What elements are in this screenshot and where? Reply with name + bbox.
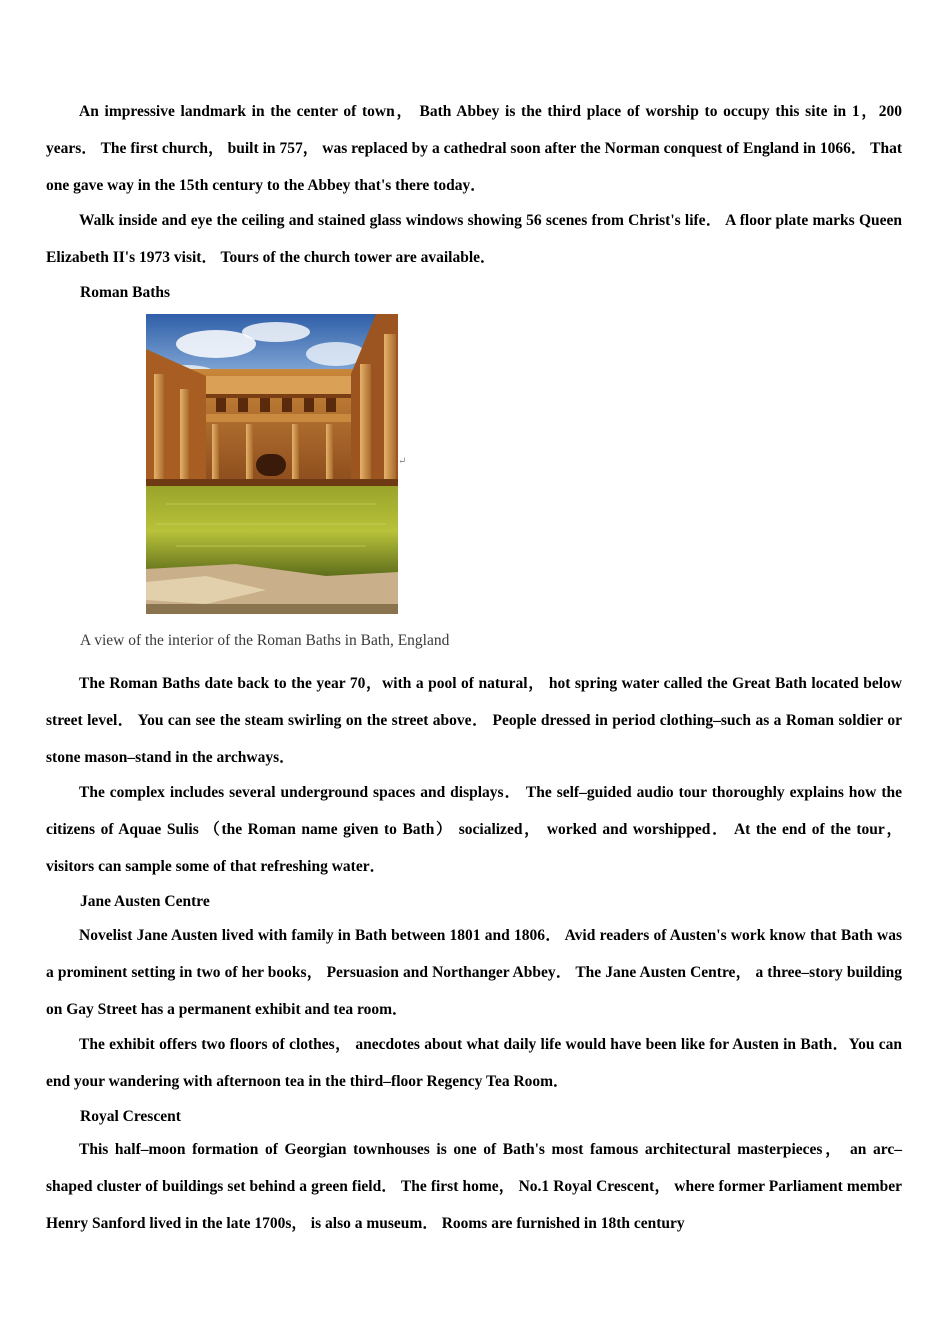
paragraph-royal-crescent: This half–moon formation of Georgian townhouses is one of Bath's most famous architectural masterpieces， an arc–shaped cluster of buildings set behind a green field． The first home， No.1 Royal Crescent， where former Parliament member Henry Sanford lived in the late 1700s， is also a museum． Rooms are furnished in 18th century (46, 1141, 902, 1232)
paragraph-bath-abbey-interior: Walk inside and eye the ceiling and stained glass windows showing 56 scenes from Christ's life． A floor plate marks Queen Elizabeth II's 1973 visit． Tours of the church tower are available． (46, 212, 902, 266)
paragraph-bath-abbey-intro: An impressive landmark in the center of town， Bath Abbey is the third place of worship to occupy this site in 1，200 years． The first church， built in 757， was replaced by a cathedral soon after the Norman conquest of England in 1066． That one gave way in the 15th century to the Abbey that's there today． (46, 103, 902, 194)
paragraph-jane-austen-intro: Novelist Jane Austen lived with family in Bath between 1801 and 1806． Avid readers of Austen's work know that Bath was a prominent setting in two of her books， Persuasion and Northanger Abbey． The Jane Austen Centre， a three–story building on Gay Street has a permanent exhibit and tea room． (46, 927, 902, 1018)
heading-royal-crescent: Royal Crescent (80, 1108, 181, 1125)
paragraph-roman-baths-history: The Roman Baths date back to the year 70，with a pool of natural， hot spring water called the Great Bath located below street level． You can see the steam swirling on the street above． People dressed in period clothing–such as a Roman soldier or stone mason–stand in the archways． (46, 675, 902, 766)
paragraph-jane-austen-exhibit: The exhibit offers two floors of clothes， anecdotes about what daily life would have been like for Austen in Bath．You can end your wandering with afternoon tea in the third–floor Regency Tea Room． (46, 1036, 902, 1090)
heading-roman-baths: Roman Baths (80, 284, 171, 301)
figure-caption: A view of the interior of the Roman Baths in Bath, England (80, 632, 450, 649)
paragraph-roman-baths-complex: The complex includes several underground spaces and displays． The self–guided audio tour thoroughly explains how the citizens of Aquae Sulis （the Roman name given to Bath） socialized， worked and worshipped． At the end of the tour， visitors can sample some of that refreshing water． (46, 784, 902, 875)
roman-baths-photo (146, 314, 398, 614)
paragraph-return-mark: ↵ (398, 456, 407, 467)
heading-jane-austen-centre: Jane Austen Centre (80, 893, 210, 910)
